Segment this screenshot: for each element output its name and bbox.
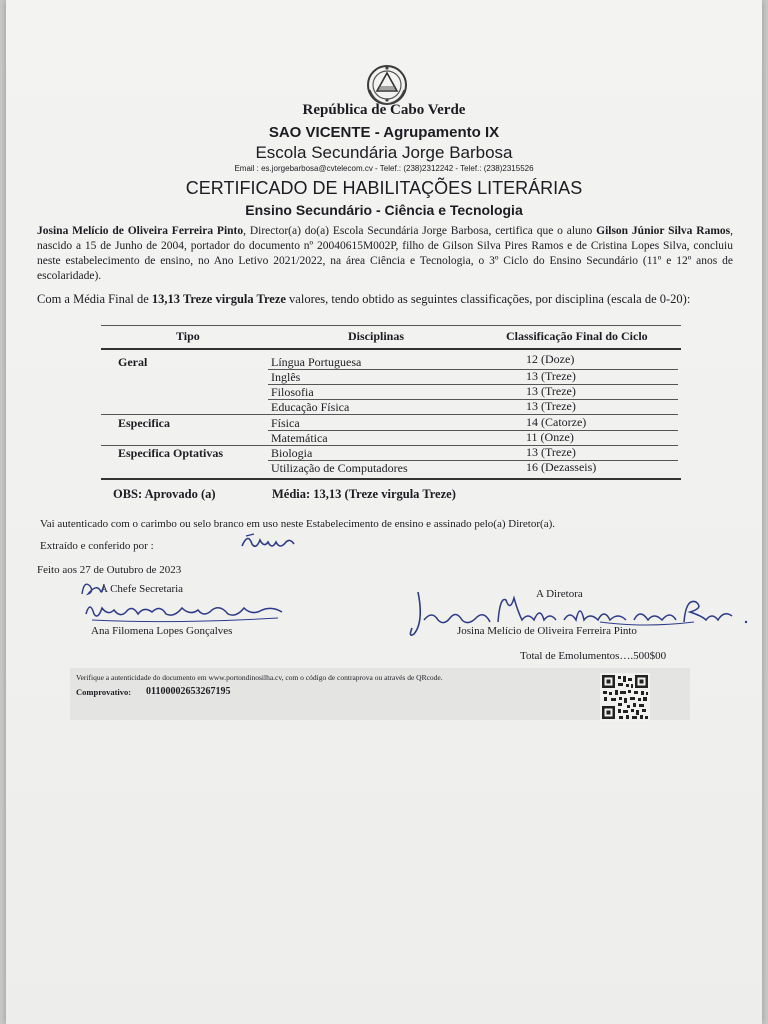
- student-name: Gilson Júnior Silva Ramos: [596, 225, 731, 237]
- header-classificacao: Classificação Final do Ciclo: [506, 329, 648, 343]
- row-rule: [268, 369, 678, 370]
- chefe-signature-icon: [82, 596, 292, 626]
- director-name: Josina Melício de Oliveira Ferreira Pinto: [37, 225, 244, 237]
- table-cell-tipo: Especifica Optativas: [118, 446, 223, 460]
- row-rule: [268, 430, 678, 431]
- table-cell-disciplina: Utilização de Computadores: [271, 461, 408, 475]
- contact-line: Email : es.jorgebarbosa@cvtelecom.cv - Telef.: (238)2312242 - Telef.: (238)2315526: [234, 164, 534, 173]
- row-rule: [268, 384, 678, 385]
- table-cell-disciplina: Física: [271, 416, 300, 430]
- extracted-by: Extraído e conferido por :: [40, 540, 154, 552]
- qr-code-icon[interactable]: [600, 673, 650, 721]
- comprovativo-code: 01100002653267195: [146, 686, 231, 697]
- table-cell-nota: 13 (Treze): [526, 369, 576, 383]
- diretora-title: A Diretora: [536, 588, 583, 600]
- table-cell-tipo: Especifica: [118, 416, 170, 430]
- table-cell-nota: 16 (Dezasseis): [526, 460, 597, 474]
- final-average-statement: [37, 291, 733, 307]
- diretora-name: Josina Melício de Oliveira Ferreira Pinto: [457, 625, 637, 637]
- table-bottom-rule: [101, 478, 681, 480]
- header-tipo: Tipo: [176, 329, 200, 343]
- table-cell-disciplina: Filosofia: [271, 385, 314, 399]
- issue-date: Feito aos 27 de Outubro de 2023: [37, 564, 182, 576]
- table-cell-nota: 14 (Catorze): [526, 415, 587, 429]
- statement-part-2: , nascido a 15 de Junho de 2004, portador do documento nº 20040615M002P, filho de Gilson Silva Pires Ramos e de Cristina Lopes Silva, concluiu neste estabelecimento de ensino, no Ano Letivo 2021/2022, na área Ciência e Tecnologia, o 3º Ciclo do Ensino Secundário (11º e 12º anos de escolaridade).: [37, 225, 733, 282]
- chefe-name: Ana Filomena Lopes Gonçalves: [91, 625, 233, 637]
- authentication-note: Vai autenticado com o carimbo ou selo branco em uso neste Estabelecimento de ensino e assinado pelo(a) Diretor(a).: [40, 518, 555, 530]
- row-rule: [101, 414, 678, 415]
- emolumentos: Total de Emolumentos….500$00: [520, 650, 667, 662]
- region-heading: SAO VICENTE - Agrupamento IX: [268, 124, 500, 141]
- table-cell-nota: 13 (Treze): [526, 399, 576, 413]
- table-cell-nota: 12 (Doze): [526, 352, 575, 366]
- comprovativo-label: Comprovativo:: [76, 687, 132, 697]
- table-cell-disciplina: Matemática: [271, 431, 328, 445]
- extracted-signature-icon: [238, 528, 298, 554]
- certificate-statement: [37, 224, 733, 284]
- table-cell-disciplina: Biologia: [271, 446, 313, 460]
- header-rule: [101, 348, 681, 350]
- table-top-rule: [101, 325, 681, 326]
- header-disciplinas: Disciplinas: [348, 329, 405, 343]
- obs-status: OBS: Aprovado (a): [113, 487, 216, 501]
- media-value: 13,13 Treze virgula Treze: [151, 292, 286, 306]
- table-cell-disciplina: Língua Portuguesa: [271, 355, 362, 369]
- certificate-title: CERTIFICADO DE HABILITAÇÕES LITERÁRIAS: [185, 178, 583, 198]
- statement-part-1: , Director(a) do(a) Escola Secundária Jorge Barbosa, certifica que o aluno: [243, 225, 597, 237]
- table-cell-nota: 13 (Treze): [526, 384, 576, 398]
- media-prefix: Com a Média Final de: [37, 292, 152, 306]
- table-cell-disciplina: Inglês: [271, 370, 301, 384]
- table-cell-tipo: Geral: [118, 355, 148, 369]
- certificate-subtitle: Ensino Secundário - Ciência e Tecnologia: [245, 202, 523, 218]
- certificate-paper: [6, 0, 762, 1024]
- verification-note: Verifique a autenticidade do documento em www.portondinosilha.cv, com o código de contraprova ou através de QRcode.: [76, 673, 443, 682]
- table-cell-nota: 13 (Treze): [526, 445, 576, 459]
- chefe-title: A Chefe Secretaria: [100, 583, 184, 595]
- media-suffix: valores, tendo obtido as seguintes classificações, por disciplina (escala de 0-20):: [285, 292, 691, 306]
- republic-heading: República de Cabo Verde: [302, 102, 466, 118]
- table-cell-nota: 11 (Onze): [526, 430, 574, 444]
- school-heading: Escola Secundária Jorge Barbosa: [255, 143, 513, 162]
- table-cell-disciplina: Educação Física: [271, 400, 350, 414]
- final-average: Média: 13,13 (Treze virgula Treze): [272, 487, 456, 501]
